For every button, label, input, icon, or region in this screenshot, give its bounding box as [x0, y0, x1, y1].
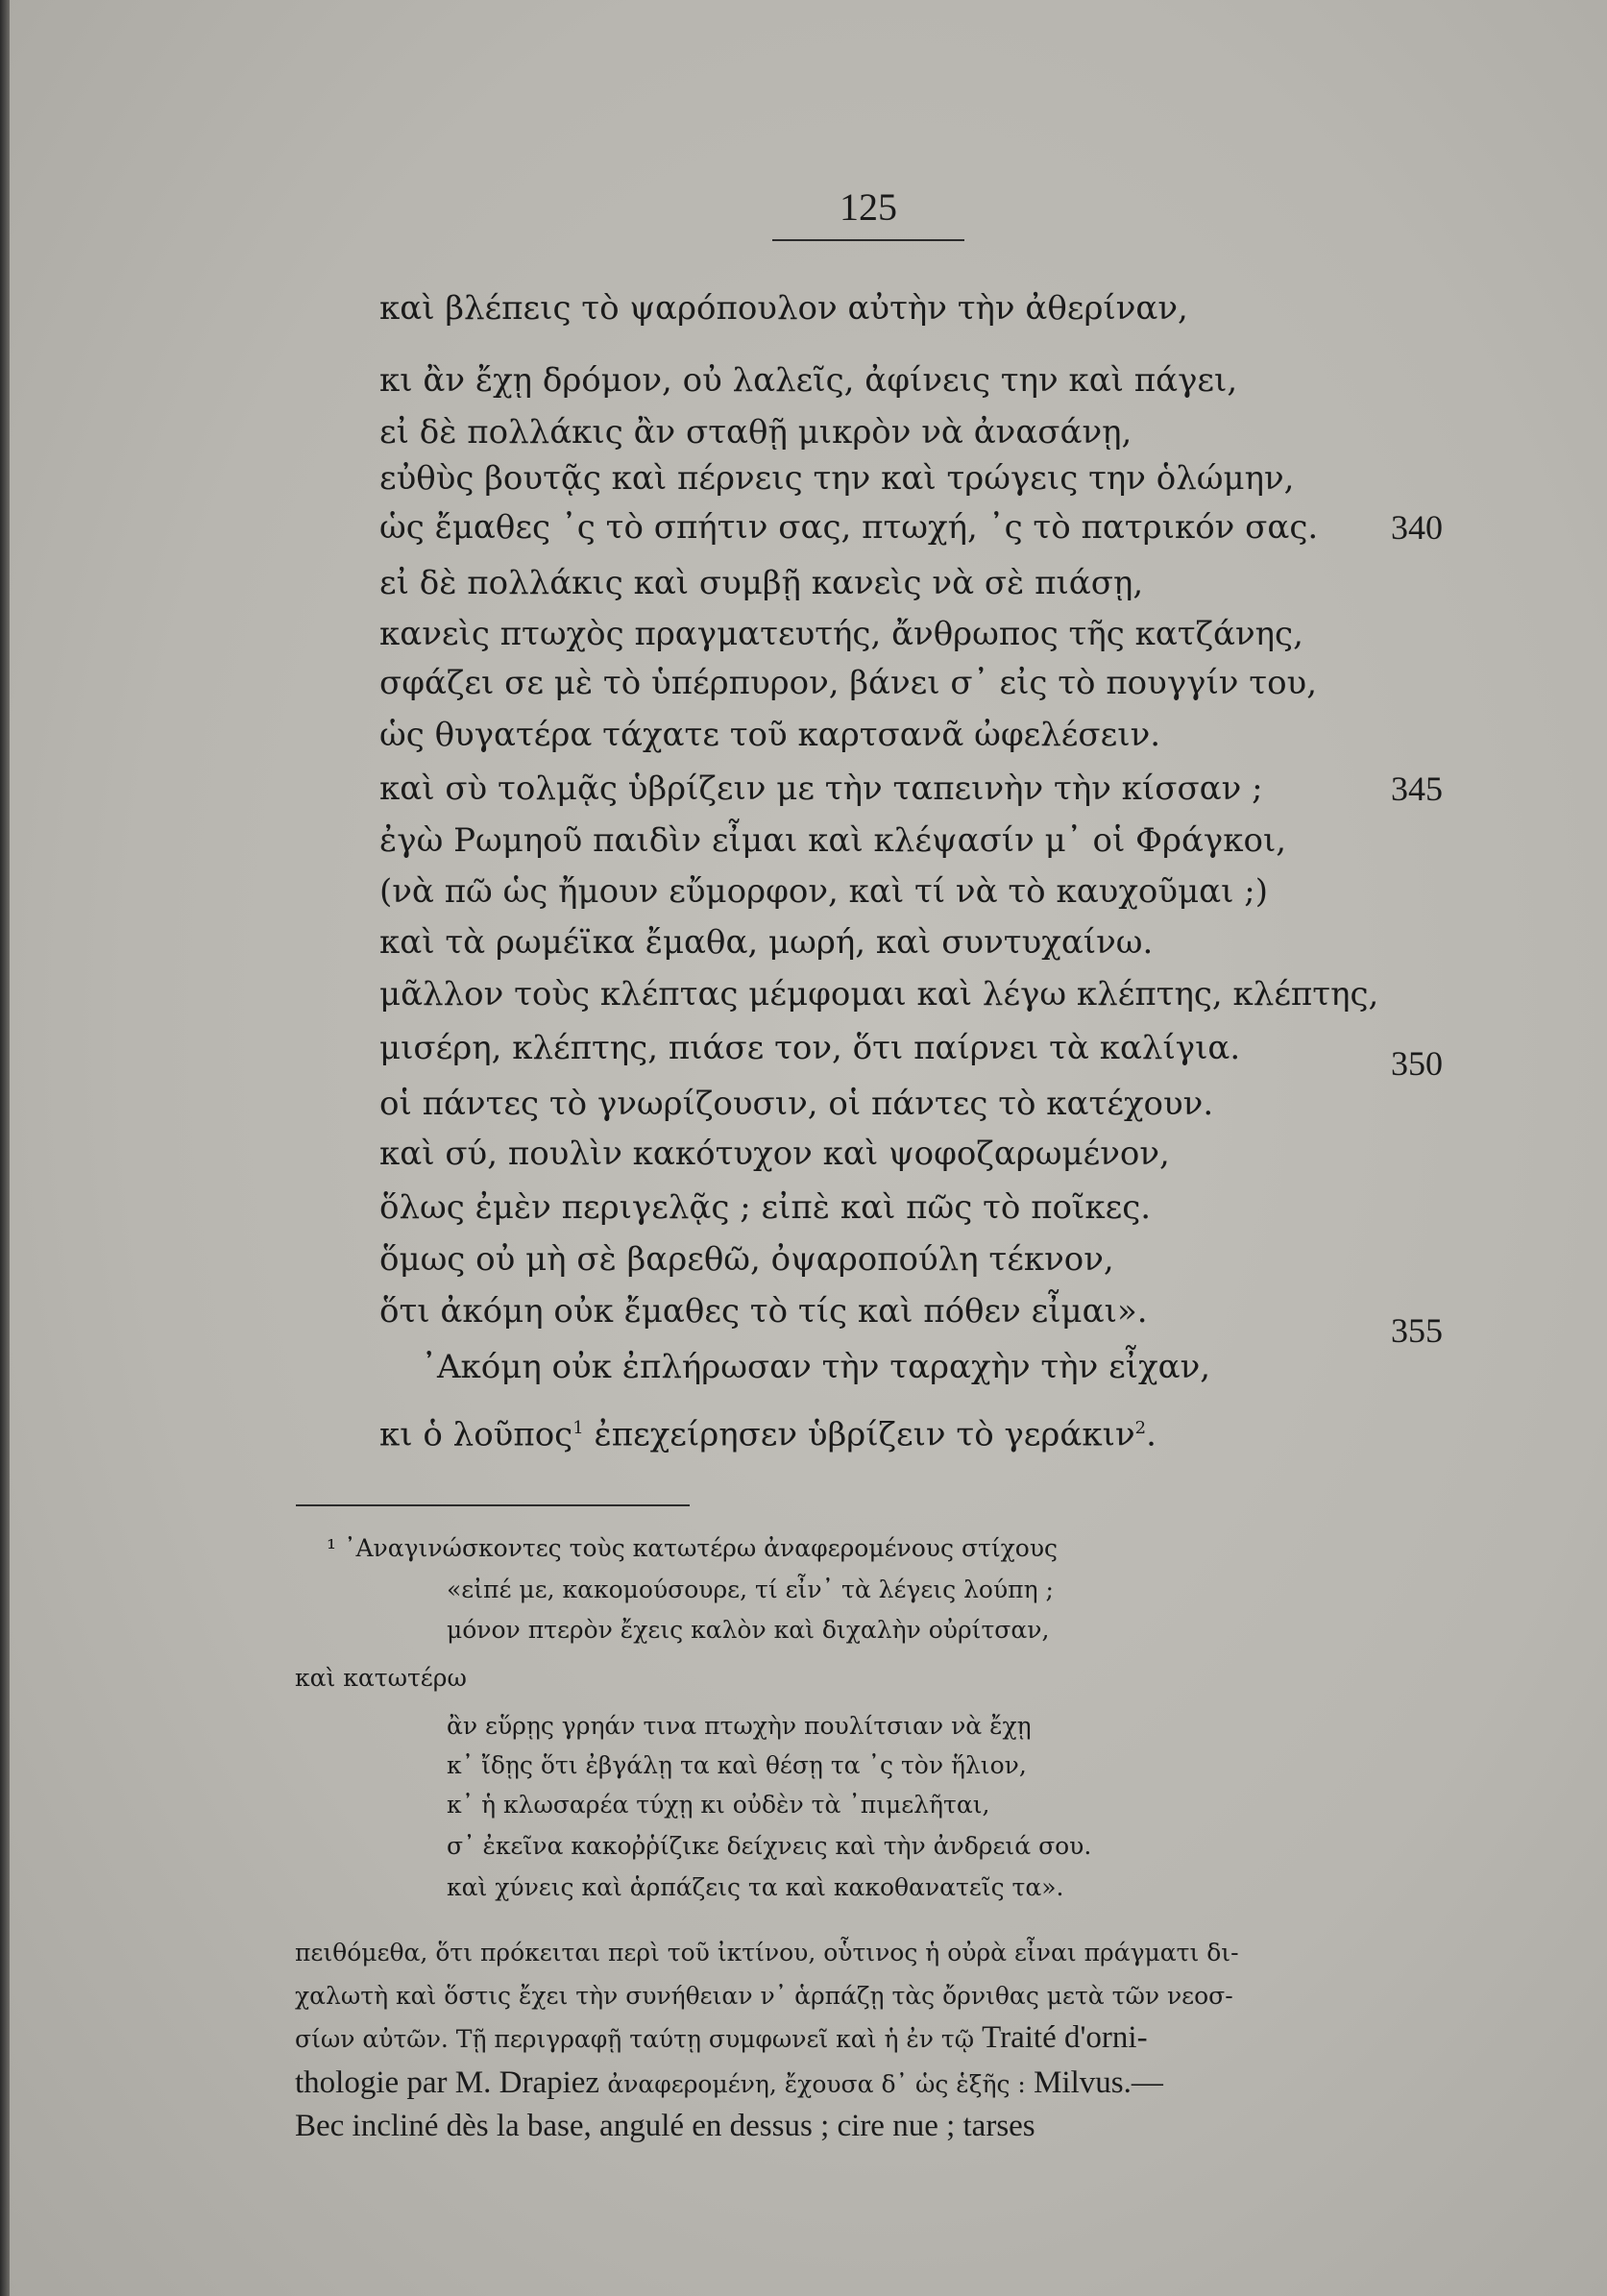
verse-line: κανεὶς πτωχὸς πραγματευτής, ἄνθρωπος τῆς κατζάνης,: [379, 615, 1303, 653]
verse-text: .: [1146, 1415, 1157, 1454]
line-number: 340: [1391, 508, 1443, 547]
footnote-quote-line: ἂν εὕρῃς γρηάν τινα πτωχὴν πουλίτσιαν νὰ ἔχῃ: [447, 1712, 1032, 1740]
footnote-mark: 1: [572, 1418, 584, 1438]
verse-line: ᾽Ακόμη οὐκ ἐπλήρωσαν τὴν ταραχὴν τὴν εἶχαν,: [421, 1348, 1211, 1386]
verse-line: καὶ σὺ τολμᾷς ὑβρίζειν με τὴν ταπεινὴν τὴν κίσσαν ;: [379, 769, 1263, 808]
verse-line: ὅμως οὐ μὴ σὲ βαρεθῶ, ὀψαροπούλη τέκνον,: [379, 1240, 1114, 1279]
verse-line: μισέρη, κλέπτης, πιάσε τον, ὅτι παίρνει τὰ καλίγια.: [379, 1029, 1241, 1067]
footnote-latin-line: [295, 2062, 1163, 2106]
footnote-quote-line: μόνον πτερὸν ἔχεις καλὸν καὶ διχαλὴν οὐρίτσαν,: [447, 1616, 1050, 1644]
page-number: 125: [840, 185, 897, 229]
footnote-quote-line: κ᾽ ἡ κλωσαρέα τύχῃ κι οὐδὲν τὰ ᾽πιμελῆται,: [447, 1791, 990, 1819]
footnote-intro-text: ᾽Αναγινώσκοντες τοὺς κατωτέρω ἀναφερομένους στίχους: [343, 1534, 1059, 1562]
verse-line: εἰ δὲ πολλάκις καὶ συμβῇ κανεὶς νὰ σὲ πιάσῃ,: [379, 564, 1144, 602]
line-number: 350: [1391, 1044, 1443, 1083]
header-rule: [772, 239, 964, 241]
footnote-intro: [327, 1529, 1058, 1568]
line-number: 345: [1391, 769, 1443, 808]
footnote-quote-line: «εἰπέ με, κακομούσουρε, τί εἶν᾽ τὰ λέγεις λούπη ;: [447, 1575, 1054, 1603]
verse-line: καὶ τὰ ρωμέϊκα ἔμαθα, μωρή, καὶ συντυχαίνω.: [379, 923, 1154, 962]
book-binding-edge: [0, 0, 10, 2296]
footnote-prose-line: πειθόμεθα, ὅτι πρόκειται περὶ τοῦ ἰκτίνου, οὗτινος ἡ οὐρὰ εἶναι πράγματι δι-: [295, 1939, 1239, 1966]
footnote-quote-line: σ᾽ ἐκεῖνα κακοῤῥίζικε δείχνεις καὶ τὴν ἀνδρειά σου.: [447, 1832, 1092, 1860]
footnote-quote-line: κ᾽ ἴδῃς ὅτι ἐβγάλῃ τα καὶ θέσῃ τα ᾽ς τὸν ἥλιον,: [447, 1751, 1027, 1779]
footnote-greek-text: ἀναφερομένη, ἔχουσα δ᾽ ὡς ἑξῆς :: [607, 2070, 1026, 2098]
verse-text: κι ὁ λοῦπος: [379, 1415, 573, 1454]
verse-line: σφάζει σε μὲ τὸ ὑπέρπυρον, βάνει σ᾽ εἰς τὸ πουγγίν του,: [379, 664, 1318, 702]
footnote-mark: 2: [1134, 1418, 1147, 1438]
verse-text: ἐπεχείρησεν ὑβρίζειν τὸ γεράκιν: [594, 1415, 1135, 1454]
verse-line: καὶ βλέπεις τὸ ψαρόπουλον αὐτὴν τὴν ἀθερίναν,: [379, 289, 1188, 328]
footnote-marker: ¹: [327, 1534, 337, 1562]
footnote-connector: καὶ κατωτέρω: [295, 1664, 467, 1692]
verse-line: ὡς θυγατέρα τάχατε τοῦ καρτσανᾶ ὠφελέσειν.: [379, 716, 1161, 754]
footnote-prose-line: χαλωτὴ καὶ ὅστις ἔχει τὴν συνήθειαν ν᾽ ἁρπάζῃ τὰς ὄρνιθας μετὰ τῶν νεοσ-: [295, 1982, 1233, 2010]
verse-line: (νὰ πῶ ὡς ἤμουν εὔμορφον, καὶ τί νὰ τὸ καυχοῦμαι ;): [379, 872, 1268, 911]
footnote-prose-line: [295, 2018, 1148, 2059]
verse-line: ὅτι ἀκόμη οὐκ ἔμαθες τὸ τίς καὶ πόθεν εἶμαι».: [379, 1292, 1148, 1331]
verse-line: μᾶλλον τοὺς κλέπτας μέμφομαι καὶ λέγω κλέπτης, κλέπτης,: [379, 975, 1379, 1014]
footnote-prose-text: σίων αὐτῶν. Τῇ περιγραφῇ ταύτῃ συμφωνεῖ καὶ ἡ ἐν τῷ: [295, 2025, 975, 2053]
footnote-latin-text: Traité d'orni-: [982, 2020, 1148, 2055]
footnote-quote-line: καὶ χύνεις καὶ ἁρπάζεις τα καὶ κακοθανατεῖς τα».: [447, 1873, 1064, 1901]
footnote-latin-text: thologie par M. Drapiez: [295, 2065, 600, 2100]
verse-line: ὡς ἔμαθες ᾽ς τὸ σπήτιν σας, πτωχή, ᾽ς τὸ πατρικόν σας.: [379, 508, 1319, 547]
verse-line: εἰ δὲ πολλάκις ἂν σταθῇ μικρὸν νὰ ἀνασάνῃ,: [379, 413, 1132, 452]
footnote-latin-line: Bec incliné dès la base, angulé en dessus ; cire nue ; tarses: [295, 2109, 1035, 2143]
line-number: 355: [1391, 1311, 1443, 1350]
verse-line: κι ἂν ἔχῃ δρόμον, οὐ λαλεῖς, ἀφίνεις την καὶ πάγει,: [379, 361, 1238, 400]
verse-line: [379, 1404, 1436, 1458]
footnote-rule: [296, 1504, 690, 1506]
verse-line: εὐθὺς βουτᾷς καὶ πέρνεις την καὶ τρώγεις την ὁλώμην,: [379, 459, 1295, 498]
footnote-latin-text: Milvus.—: [1034, 2065, 1163, 2100]
verse-line: καὶ σύ, πουλὶν κακότυχον καὶ ψοφοζαρωμένον,: [379, 1135, 1170, 1173]
verse-line: οἱ πάντες τὸ γνωρίζουσιν, οἱ πάντες τὸ κατέχουν.: [379, 1085, 1214, 1123]
verse-line: ὅλως ἐμὲν περιγελᾷς ; εἰπὲ καὶ πῶς τὸ ποῖκες.: [379, 1188, 1152, 1227]
verse-line: ἐγὼ Ρωμηοῦ παιδὶν εἶμαι καὶ κλέψασίν μ᾽ οἱ Φράγκοι,: [379, 821, 1287, 860]
